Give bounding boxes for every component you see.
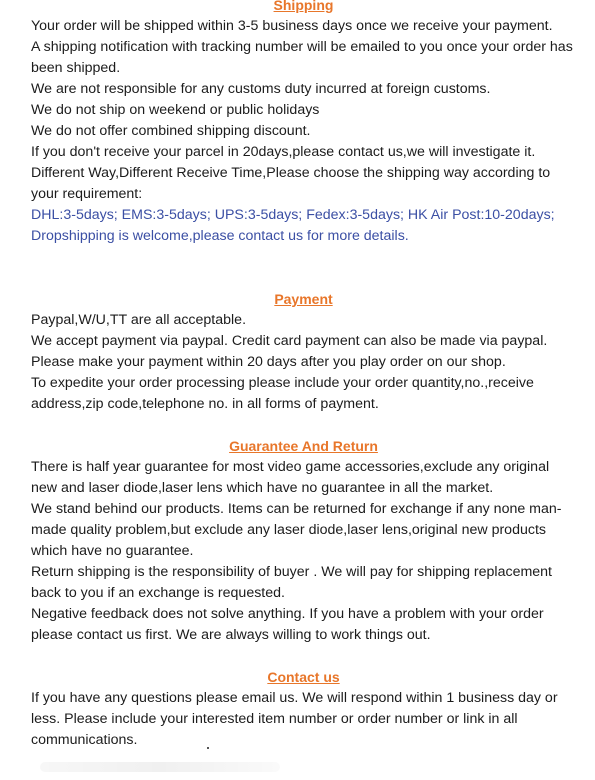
payment-section <box>31 289 576 415</box>
shipping-heading: Shipping <box>273 0 334 13</box>
shipping-line: Different Way,Different Receive Time,Please choose the shipping way according to your requirement: <box>31 165 551 202</box>
scan-smudge <box>40 762 280 772</box>
payment-line: To expedite your order processing please include your order quantity,no.,receive address,zip code,telephone no. in all forms of payment. <box>31 375 534 412</box>
shipping-section <box>31 0 576 247</box>
contact-heading: Contact us <box>267 669 340 685</box>
payment-line: We accept payment via paypal. Credit card payment can also be made via paypal. <box>31 333 548 349</box>
contact-section <box>31 667 576 751</box>
guarantee-line: Return shipping is the responsibility of buyer . We will pay for shipping replacement back to you if an exchange is requested. <box>31 564 552 601</box>
payment-line: Please make your payment within 20 days after you play order on our shop. <box>31 354 506 370</box>
shipping-line: We do not ship on weekend or public holidays <box>31 102 320 118</box>
payment-line: Paypal,W/U,TT are all acceptable. <box>31 312 247 328</box>
shipping-carriers: DHL:3-5days; EMS:3-5days; UPS:3-5days; Fedex:3-5days; HK Air Post:10-20days; <box>31 207 555 223</box>
guarantee-line: We stand behind our products. Items can be returned for exchange if any none man-made quality problem,but exclude any laser diode,laser lens,original new products which have no guarantee. <box>31 501 562 559</box>
shipping-line: A shipping notification with tracking number will be emailed to you once your order has been shipped. <box>31 39 573 76</box>
shipping-line: We are not responsible for any customs duty incurred at foreign customs. <box>31 81 491 97</box>
guarantee-line: Negative feedback does not solve anything. If you have a problem with your order please contact us first. We are always willing to work things out. <box>31 606 544 643</box>
guarantee-heading: Guarantee And Return <box>229 438 378 454</box>
contact-line: If you have any questions please email us. We will respond within 1 business day or less. Please include your interested item number or order number or link in all communications. <box>31 690 558 748</box>
guarantee-line: There is half year guarantee for most video game accessories,exclude any original new and laser diode,laser lens which have no guarantee in all the market. <box>31 459 550 496</box>
payment-heading: Payment <box>274 291 333 307</box>
scan-speck <box>207 747 209 749</box>
shipping-line: We do not offer combined shipping discount. <box>31 123 311 139</box>
guarantee-section <box>31 436 576 646</box>
shipping-line: Your order will be shipped within 3-5 business days once we receive your payment. <box>31 18 553 34</box>
shipping-line: If you don't receive your parcel in 20days,please contact us,we will investigate it. <box>31 144 536 160</box>
dropshipping-note: Dropshipping is welcome,please contact us for more details. <box>31 228 409 244</box>
